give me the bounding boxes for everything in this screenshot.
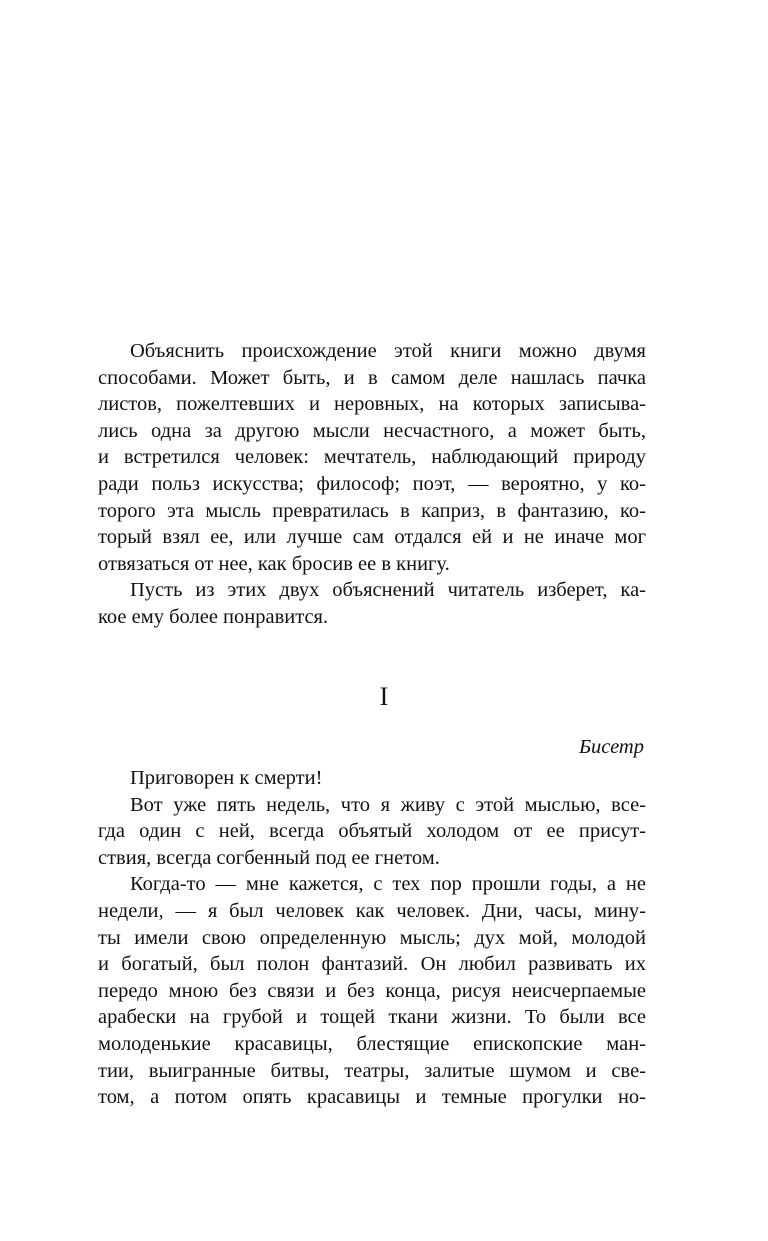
text-line: ради польз искусства; философ; поэт, — вероятно, у ко-: [98, 472, 646, 495]
text-line: лись одна за другою мысли несчастного, а может быть,: [98, 419, 646, 442]
text-line: кое ему более понравится.: [98, 605, 329, 628]
text-line: ствия, всегда согбенный под ее гнетом.: [98, 846, 440, 869]
text-line: отвязаться от нее, как бросив ее в книгу.: [98, 552, 450, 575]
text-line: ты имели свою определенную мысль; дух мой, молодой: [98, 926, 646, 949]
text-line: передо мною без связи и без конца, рисуя неисчерпаемые: [98, 979, 646, 1002]
text-line: торый взял ее, или лучше сам отдался ей и не иначе мог: [98, 526, 646, 549]
chapter-epigraph: Бисетр: [578, 736, 644, 758]
text-line: молоденькие красавицы, блестящие епископские ман-: [98, 1032, 646, 1055]
text-line: и встретился человек: мечтатель, наблюдающий природу: [98, 446, 646, 469]
text-line: Вот уже пять недель, что я живу с этой мыслью, все-: [130, 793, 646, 816]
text-line: листов, пожелтевших и неровных, на которых записыва-: [98, 393, 646, 416]
text-line: недели, — я был человек как человек. Дни, часы, мину-: [98, 899, 646, 922]
text-line: способами. Может быть, и в самом деле нашлась пачка: [98, 366, 646, 389]
text-line: Пусть из этих двух объяснений читатель изберет, ка-: [130, 579, 646, 602]
text-line: тии, выигранные битвы, театры, залитые шумом и све-: [98, 1059, 646, 1082]
text-line: торого эта мысль превратилась в каприз, в фантазию, ко-: [98, 499, 646, 522]
text-line: арабески на грубой и тощей ткани жизни. То были все: [98, 1006, 646, 1029]
text-line: гда один с ней, всегда объятый холодом от ее присут-: [98, 820, 646, 843]
preface-text: [98, 338, 646, 631]
chapter-text: [98, 765, 646, 1111]
text-line: и богатый, был полон фантазий. Он любил развивать их: [98, 953, 646, 976]
text-line: том, а потом опять красавицы и темные прогулки но-: [98, 1086, 646, 1109]
text-line: Когда-то — мне кажется, с тех пор прошли годы, а не: [130, 873, 646, 896]
chapter-heading: I: [379, 682, 389, 711]
text-line: Приговорен к смерти!: [130, 767, 323, 789]
text-line: Объяснить происхождение этой книги можно двумя: [130, 340, 646, 362]
